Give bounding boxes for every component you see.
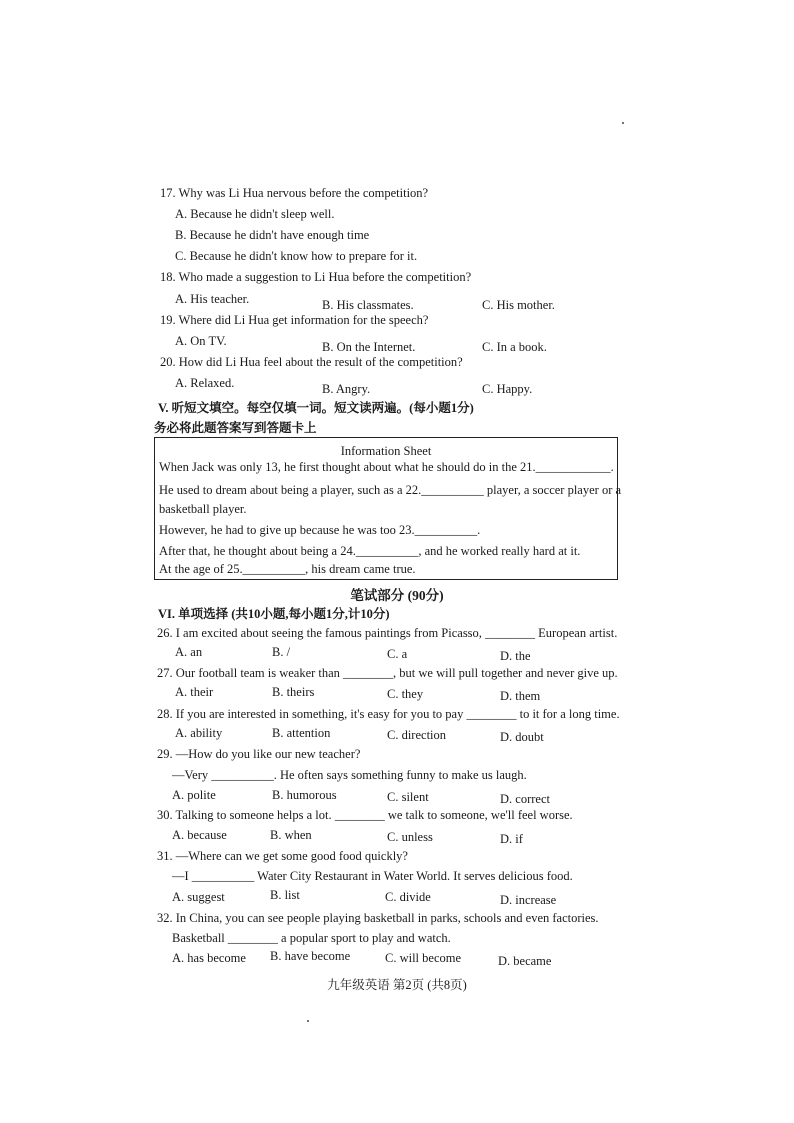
question-18-option-c: C. His mother. (482, 298, 555, 312)
question-27-stem: 27. Our football team is weaker than ________, but we will pull together and never give up. (157, 666, 618, 680)
page-footer: 九年级英语 第2页 (共8页) (327, 978, 467, 992)
question-32-stem: 32. In China, you can see people playing basketball in parks, schools and even factories. (157, 911, 599, 925)
written-part-heading: 笔试部分 (90分) (350, 588, 444, 603)
question-31-option-d: D. increase (500, 893, 557, 907)
question-28-option-c: C. direction (387, 728, 447, 742)
question-31-option-a: A. suggest (172, 890, 225, 904)
question-17-option-c: C. Because he didn't know how to prepare for it. (175, 249, 418, 263)
question-31-stem: 31. —Where can we get some good food quickly? (157, 849, 408, 863)
question-28-option-b: B. attention (272, 726, 331, 740)
question-29-option-b: B. humorous (272, 788, 337, 802)
question-18-option-b: B. His classmates. (322, 298, 414, 312)
question-28-option-d: D. doubt (500, 730, 544, 744)
question-29-option-d: D. correct (500, 792, 550, 806)
question-19-option-c: C. In a book. (482, 340, 547, 354)
question-32-option-c: C. will become (385, 951, 462, 965)
information-sheet-line-3: basketball player. (159, 502, 247, 516)
question-27-option-a: A. their (175, 685, 214, 699)
question-31-option-c: C. divide (385, 890, 431, 904)
question-26-stem: 26. I am excited about seeing the famous paintings from Picasso, ________ European artist. (157, 626, 618, 640)
question-19-option-b: B. On the Internet. (322, 340, 416, 354)
question-31-stem-reply: —I __________ Water City Restaurant in Water World. It serves delicious food. (172, 869, 573, 883)
question-26-option-d: D. the (500, 649, 531, 663)
information-sheet-title: Information Sheet (340, 444, 432, 458)
question-27-option-d: D. them (500, 689, 541, 703)
question-30-option-c: C. unless (387, 830, 433, 844)
question-32-option-d: D. became (498, 954, 552, 968)
question-32-option-b: B. have become (270, 949, 351, 963)
question-17-option-a: A. Because he didn't sleep well. (175, 207, 335, 221)
section-6-heading: VI. 单项选择 (共10小题,每小题1分,计10分) (158, 607, 390, 621)
question-32-stem-sentence: Basketball ________ a popular sport to play and watch. (172, 931, 451, 945)
information-sheet-line-4: However, he had to give up because he was too 23.__________. (159, 523, 481, 537)
question-30-stem: 30. Talking to someone helps a lot. ________ we talk to someone, we'll feel worse. (157, 808, 573, 822)
question-20-option-b: B. Angry. (322, 382, 371, 396)
question-20-option-c: C. Happy. (482, 382, 533, 396)
scan-speck (307, 1020, 309, 1022)
information-sheet-line-5: After that, he thought about being a 24.__________, and he worked really hard at it. (159, 544, 581, 558)
section-5-heading: V. 听短文填空。每空仅填一词。短文读两遍。(每小题1分) (158, 401, 474, 415)
question-19-stem: 19. Where did Li Hua get information for the speech? (160, 313, 429, 327)
information-sheet-line-6: At the age of 25.__________, his dream came true. (159, 562, 416, 576)
question-29-stem: 29. —How do you like our new teacher? (157, 747, 361, 761)
question-18-stem: 18. Who made a suggestion to Li Hua before the competition? (160, 270, 472, 284)
question-29-stem-reply: —Very __________. He often says something funny to make us laugh. (172, 768, 527, 782)
question-29-option-a: A. polite (172, 788, 216, 802)
question-17-option-b: B. Because he didn't have enough time (175, 228, 370, 242)
question-30-option-a: A. because (172, 828, 227, 842)
question-17-stem: 17. Why was Li Hua nervous before the competition? (160, 186, 429, 200)
question-32-option-a: A. has become (172, 951, 246, 965)
question-27-option-b: B. theirs (272, 685, 315, 699)
question-26-option-a: A. an (175, 645, 203, 659)
question-27-option-c: C. they (387, 687, 424, 701)
question-18-option-a: A. His teacher. (175, 292, 250, 306)
question-31-option-b: B. list (270, 888, 300, 902)
question-20-option-a: A. Relaxed. (175, 376, 235, 390)
question-19-option-a: A. On TV. (175, 334, 227, 348)
scan-speck (622, 122, 624, 124)
question-26-option-c: C. a (387, 647, 408, 661)
question-30-option-d: D. if (500, 832, 523, 846)
question-20-stem: 20. How did Li Hua feel about the result of the competition? (160, 355, 463, 369)
question-28-option-a: A. ability (175, 726, 223, 740)
question-28-stem: 28. If you are interested in something, it's easy for you to pay ________ to it for a long time. (157, 707, 620, 721)
question-26-option-b: B. / (272, 645, 291, 659)
question-29-option-c: C. silent (387, 790, 429, 804)
question-30-option-b: B. when (270, 828, 312, 842)
information-sheet (154, 437, 622, 580)
information-sheet-line-1: When Jack was only 13, he first thought about what he should do in the 21.____________. (159, 460, 614, 474)
section-5-note: 务必将此题答案写到答题卡上 (154, 421, 317, 435)
information-sheet-line-2: He used to dream about being a player, such as a 22.__________ player, a soccer player or a (159, 483, 622, 497)
